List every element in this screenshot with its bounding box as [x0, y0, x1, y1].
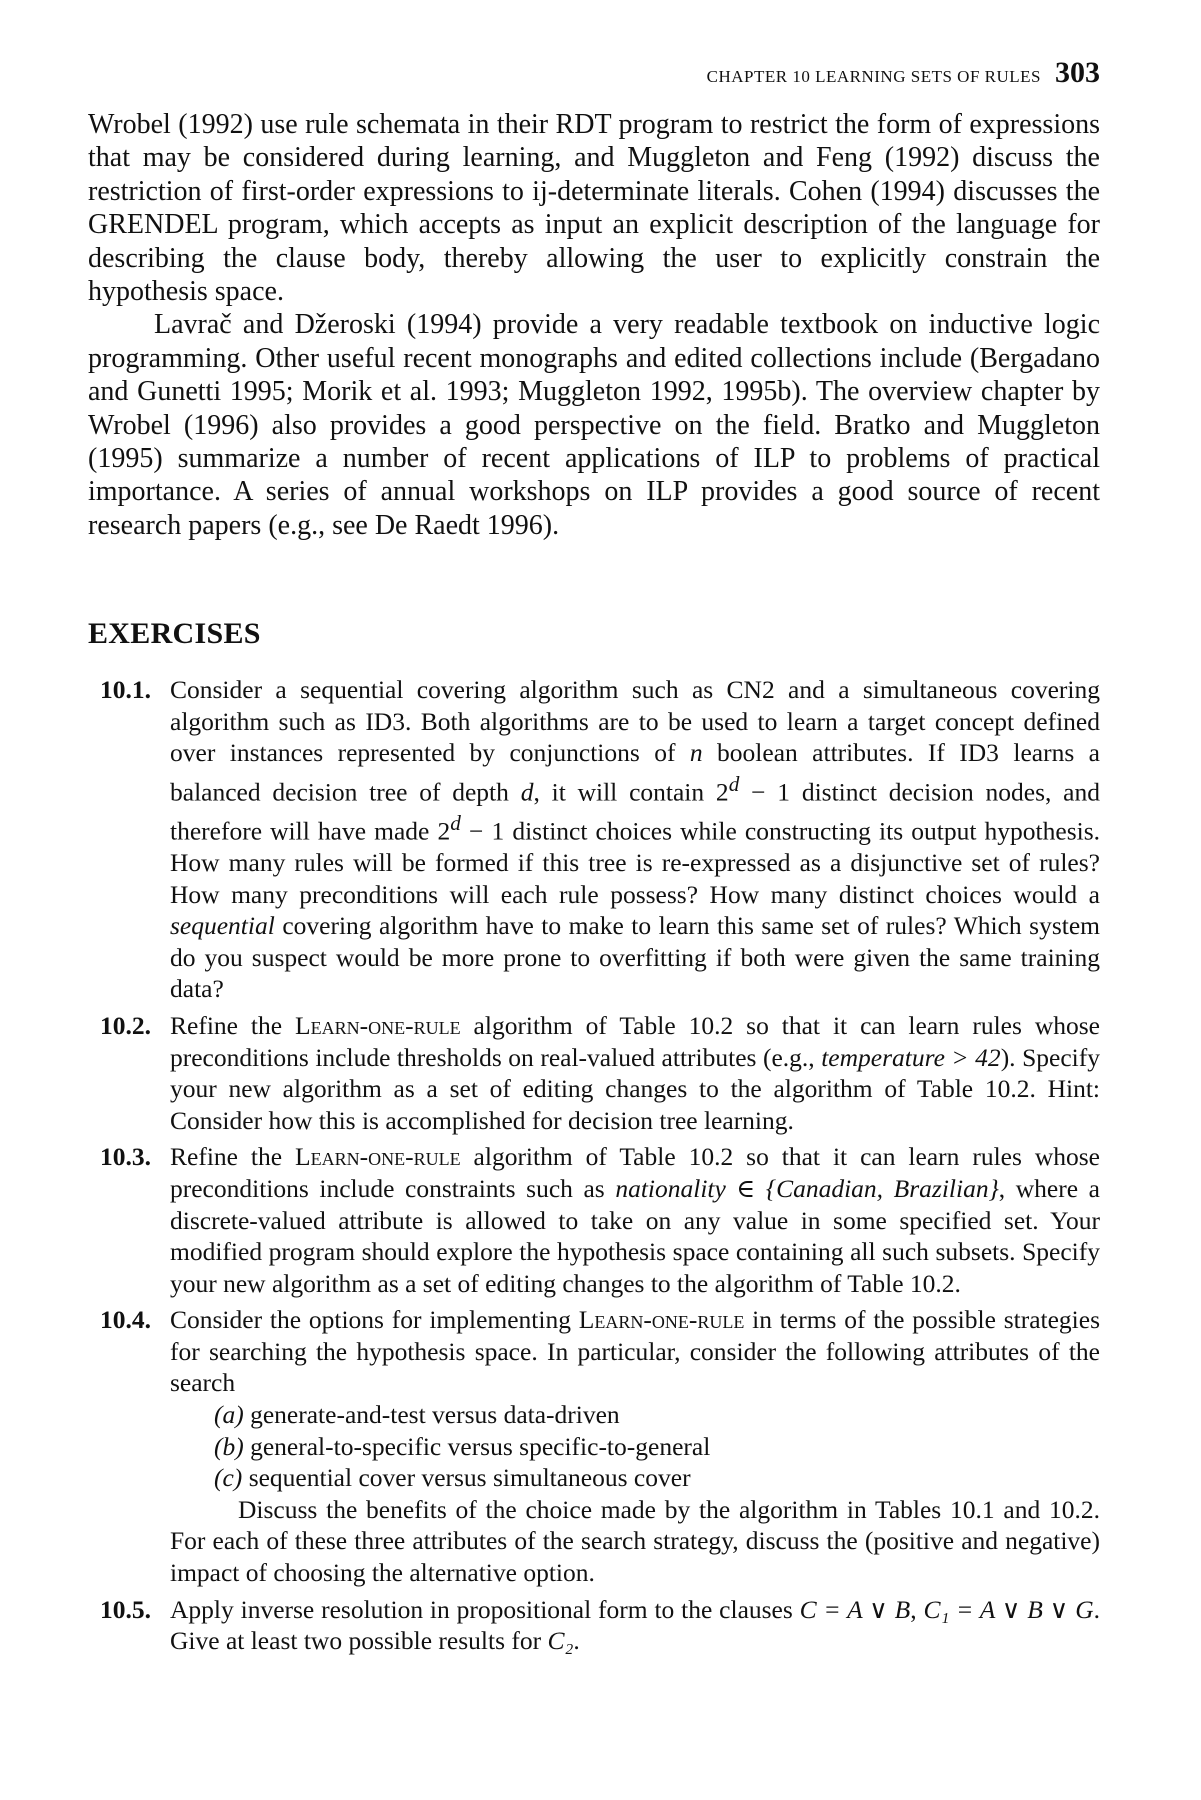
option-label: (b) [214, 1431, 244, 1461]
math-expression: C₁ = A ∨ B ∨ G [923, 1594, 1094, 1624]
exercise-text: . Give at least two possible results for [170, 1594, 1100, 1656]
exercise-number: 10.2. [100, 1010, 151, 1040]
option-c [170, 1462, 1100, 1494]
exercise-text: − 1 distinct decision nodes, and therefore will have made 2 [170, 777, 1100, 846]
exercise-10-5 [88, 1594, 1100, 1657]
math-expression: temperature > 42 [821, 1042, 1001, 1072]
exercise-text: boolean attributes. If ID3 learns a balanced decision tree of depth [170, 738, 1100, 807]
discussion-text: Discuss the benefits of the choice made by the algorithm in Tables 10.1 and 10.2. For each of these three attributes of the search strategy, discuss the (positive and negative) impact of choosing the alternative option. [170, 1494, 1100, 1588]
option-label: (a) [214, 1400, 244, 1430]
exercise-text: covering algorithm have to make to learn this same set of rules? Which system do you suspect would be more prone to overfitting if both were given the same training data? [170, 911, 1100, 1004]
body-text [88, 108, 1100, 542]
algorithm-name: Learn-one-rule [295, 1010, 461, 1040]
algorithm-name: Learn-one-rule [578, 1305, 745, 1335]
exercise-text: Apply inverse resolution in propositional form to the clauses [170, 1594, 800, 1624]
exercise-10-2 [88, 1010, 1100, 1136]
exercise-number: 10.3. [100, 1142, 151, 1172]
math-expression: C = A ∨ B [799, 1594, 911, 1624]
option-a [170, 1399, 1100, 1431]
exercise-text: ). Specify your new algorithm as a set of editing changes to the algorithm of Table 10.2. Hint: Consider how this is accomplished for decision tree learning. [170, 1042, 1100, 1135]
exercise-text: , [910, 1594, 924, 1624]
exercise-text: Refine the [170, 1142, 296, 1172]
option-text: sequential cover versus simultaneous cover [242, 1463, 691, 1493]
option-b [170, 1431, 1100, 1463]
emphasis-sequential: sequential [170, 911, 275, 941]
math-expression: nationality ∈ {Canadian, Brazilian} [615, 1173, 999, 1203]
math-expression: C₂ [547, 1626, 574, 1656]
chapter-label: CHAPTER 10 LEARNING SETS OF RULES [706, 67, 1041, 86]
exercise-text: Consider the options for implementing [170, 1305, 579, 1335]
option-text: general-to-specific versus specific-to-general [243, 1431, 711, 1461]
exercise-10-1 [88, 674, 1100, 1005]
exercise-10-4 [88, 1304, 1100, 1588]
math-n: n [689, 738, 703, 768]
exercise-text: , where a discrete-valued attribute is allowed to take on any value in some specified set. Your modified program should explore the hypothesis space containing all such subsets. Specify your new algorithm as a set of editing changes to the algorithm of Table 10.2. [170, 1173, 1100, 1298]
running-header [88, 56, 1100, 96]
exercise-text: , it will contain 2 [533, 777, 729, 807]
exercise-text: Refine the [170, 1010, 296, 1040]
math-superscript: d [728, 771, 740, 796]
paragraph-2: Lavrač and Džeroski (1994) provide a very readable textbook on inductive logic programming. Other useful recent monographs and edited collections include (Bergadano and Gunetti 1995; Morik et al. 1993; Muggleton 1992, 1995b). The overview chapter by Wrobel (1996) also provides a good perspective on the field. Bratko and Muggleton (1995) summarize a number of recent applications of ILP to problems of practical importance. A series of annual workshops on ILP provides a good source of recent research papers (e.g., see De Raedt 1996). [88, 309, 1100, 541]
exercise-number: 10.5. [100, 1594, 151, 1624]
exercise-text: − 1 distinct choices while constructing its output hypothesis. How many rules will be formed if this tree is re-expressed as a disjunctive set of rules? How many preconditions will each rule possess? How many distinct choices would a [170, 816, 1100, 909]
exercise-text: algorithm of Table 10.2 so that it can learn rules whose preconditions include thresholds on real-valued attributes (e.g., [170, 1010, 1101, 1072]
exercise-text: . [573, 1626, 580, 1656]
math-superscript: d [450, 810, 461, 835]
exercise-10-3 [88, 1141, 1100, 1299]
exercises-heading: EXERCISES [88, 617, 261, 650]
algorithm-name: Learn-one-rule [295, 1142, 461, 1172]
option-text: generate-and-test versus data-driven [243, 1400, 620, 1430]
math-d: d [520, 777, 534, 807]
paragraph-1: Wrobel (1992) use rule schemata in their RDT program to restrict the form of expressions that may be considered during learning, and Muggleton and Feng (1992) discuss the restriction of first-order expressions to ij-determinate literals. Cohen (1994) discusses the GRENDEL program, which accepts as input an explicit description of the language for describing the clause body, thereby allowing the user to explicitly constrain the hypothesis space. [88, 109, 1100, 308]
option-label: (c) [214, 1463, 243, 1493]
page-number: 303 [1055, 56, 1100, 89]
exercise-number: 10.4. [100, 1305, 151, 1335]
exercise-text: Consider a sequential covering algorithm such as CN2 and a simultaneous covering algorithm such as ID3. Both algorithms are to be used to learn a target concept defined over instances represented by conjunctions of [170, 675, 1100, 768]
exercise-text: algorithm of Table 10.2 so that it can learn rules whose preconditions include constraints such as [170, 1142, 1101, 1203]
exercise-text: in terms of the possible strategies for searching the hypothesis space. In particular, consider the following attributes of the search [170, 1305, 1100, 1398]
exercises-list [88, 674, 1100, 1662]
exercise-number: 10.1. [100, 675, 151, 704]
